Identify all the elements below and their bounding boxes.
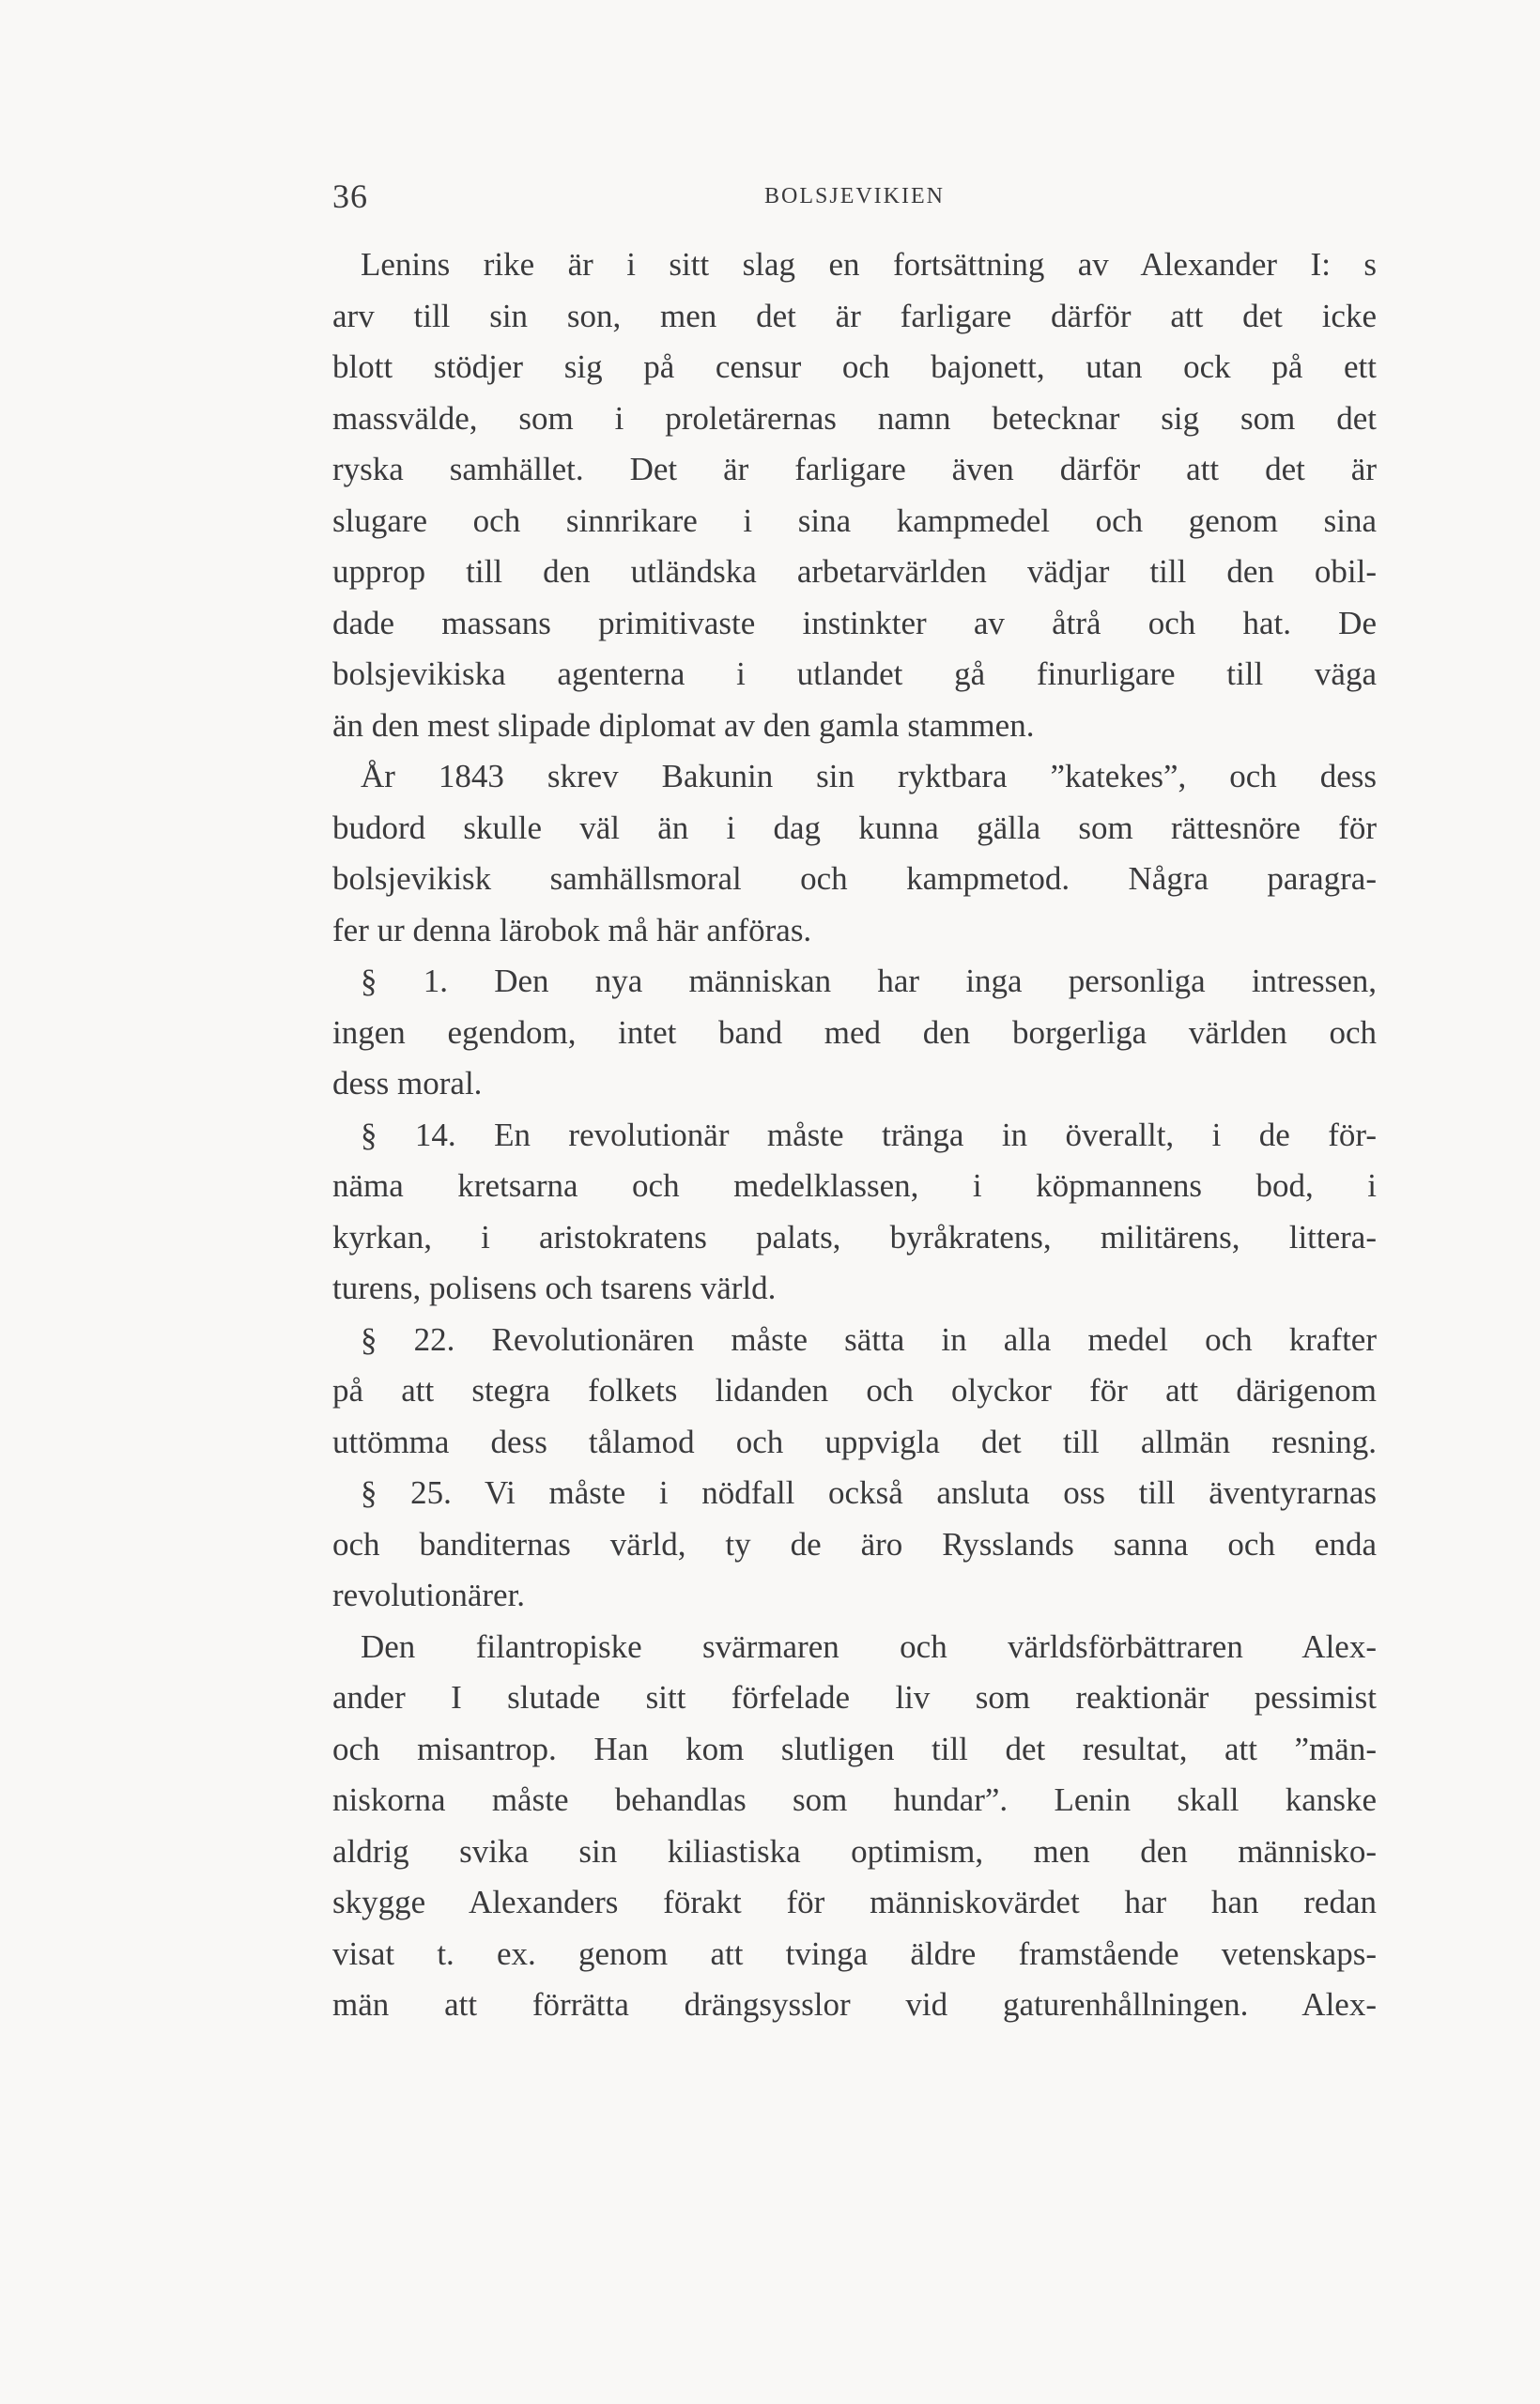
page-header xyxy=(332,177,1377,223)
text-line: näma kretsarna och medelklassen, i köpmannens bod, i xyxy=(332,1167,1377,1204)
text-line: År 1843 skrev Bakunin sin ryktbara ”katekes”, och dess xyxy=(361,758,1377,794)
text-line: massvälde, som i proletärernas namn betecknar sig som det xyxy=(332,399,1377,437)
text-line: § 25. Vi måste i nödfall också ansluta oss till äventyrarnas xyxy=(361,1474,1377,1511)
text-line: revolutionärer. xyxy=(332,1577,526,1613)
text-line: § 22. Revolutionären måste sätta in alla medel och krafter xyxy=(361,1320,1377,1358)
text-line: bolsjevikiska agenterna i utlandet gå finurligare till väga xyxy=(332,655,1377,692)
text-line: aldrig svika sin kiliastiska optimism, men den människo- xyxy=(332,1832,1377,1870)
text-line: upprop till den utländska arbetarvärlden vädjar till den obil- xyxy=(332,553,1377,590)
text-line: slugare och sinnrikare i sina kampmedel och genom sina xyxy=(332,501,1377,539)
text-line: blott stödjer sig på censur och bajonett, utan ock på ett xyxy=(332,348,1377,385)
text-line: på att stegra folkets lidanden och olyckor för att därigenom xyxy=(332,1372,1377,1409)
running-head: BOLSJEVIKIEN xyxy=(764,184,945,208)
text-line: än den mest slipade diplomat av den gamla stammen. xyxy=(332,706,1035,744)
text-line: niskorna måste behandlas som hundar”. Lenin skall kanske xyxy=(332,1781,1377,1818)
text-line: turens, polisens och tsarens värld. xyxy=(332,1270,777,1306)
text-line: bolsjevikisk samhällsmoral och kampmetod. Några paragra- xyxy=(332,860,1377,897)
text-line: § 1. Den nya människan har inga personliga intressen, xyxy=(361,963,1377,999)
text-line: ingen egendom, intet band med den borgerliga världen och xyxy=(332,1013,1377,1051)
text-line: ander I slutade sitt förfelade liv som reaktionär pessimist xyxy=(332,1679,1377,1716)
text-line: män att förrätta drängsysslor vid gaturenhållningen. Alex- xyxy=(332,1986,1377,2023)
text-line: kyrkan, i aristokratens palats, byråkratens, militärens, littera- xyxy=(332,1218,1377,1256)
page-number: 36 xyxy=(332,177,368,215)
text-line: dess moral. xyxy=(332,1065,483,1102)
text-line: Den filantropiske svärmaren och världsförbättraren Alex- xyxy=(361,1627,1377,1665)
text-line: arv till sin son, men det är farligare därför att det icke xyxy=(332,297,1377,334)
text-line: § 14. En revolutionär måste tränga in överallt, i de för- xyxy=(361,1116,1377,1153)
body-text xyxy=(332,239,1377,2031)
text-line: och misantrop. Han kom slutligen till det resultat, att ”män- xyxy=(332,1730,1377,1767)
text-line: dade massans primitivaste instinkter av åtrå och hat. De xyxy=(332,604,1377,641)
text-line: uttömma dess tålamod och uppvigla det till allmän resning. xyxy=(332,1423,1377,1460)
text-line: Lenins rike är i sitt slag en fortsättning av Alexander I: s xyxy=(361,246,1377,283)
text-line: fer ur denna lärobok må här anföras. xyxy=(332,911,812,948)
text-line: skygge Alexanders förakt för människovärdet har han redan xyxy=(332,1884,1377,1920)
text-line: visat t. ex. genom att tvinga äldre framstående vetenskaps- xyxy=(332,1934,1377,1972)
text-line: och banditernas värld, ty de äro Rysslands sanna och enda xyxy=(332,1525,1377,1563)
text-line: budord skulle väl än i dag kunna gälla som rättesnöre för xyxy=(332,809,1377,846)
text-line: ryska samhället. Det är farligare även därför att det är xyxy=(332,451,1377,487)
